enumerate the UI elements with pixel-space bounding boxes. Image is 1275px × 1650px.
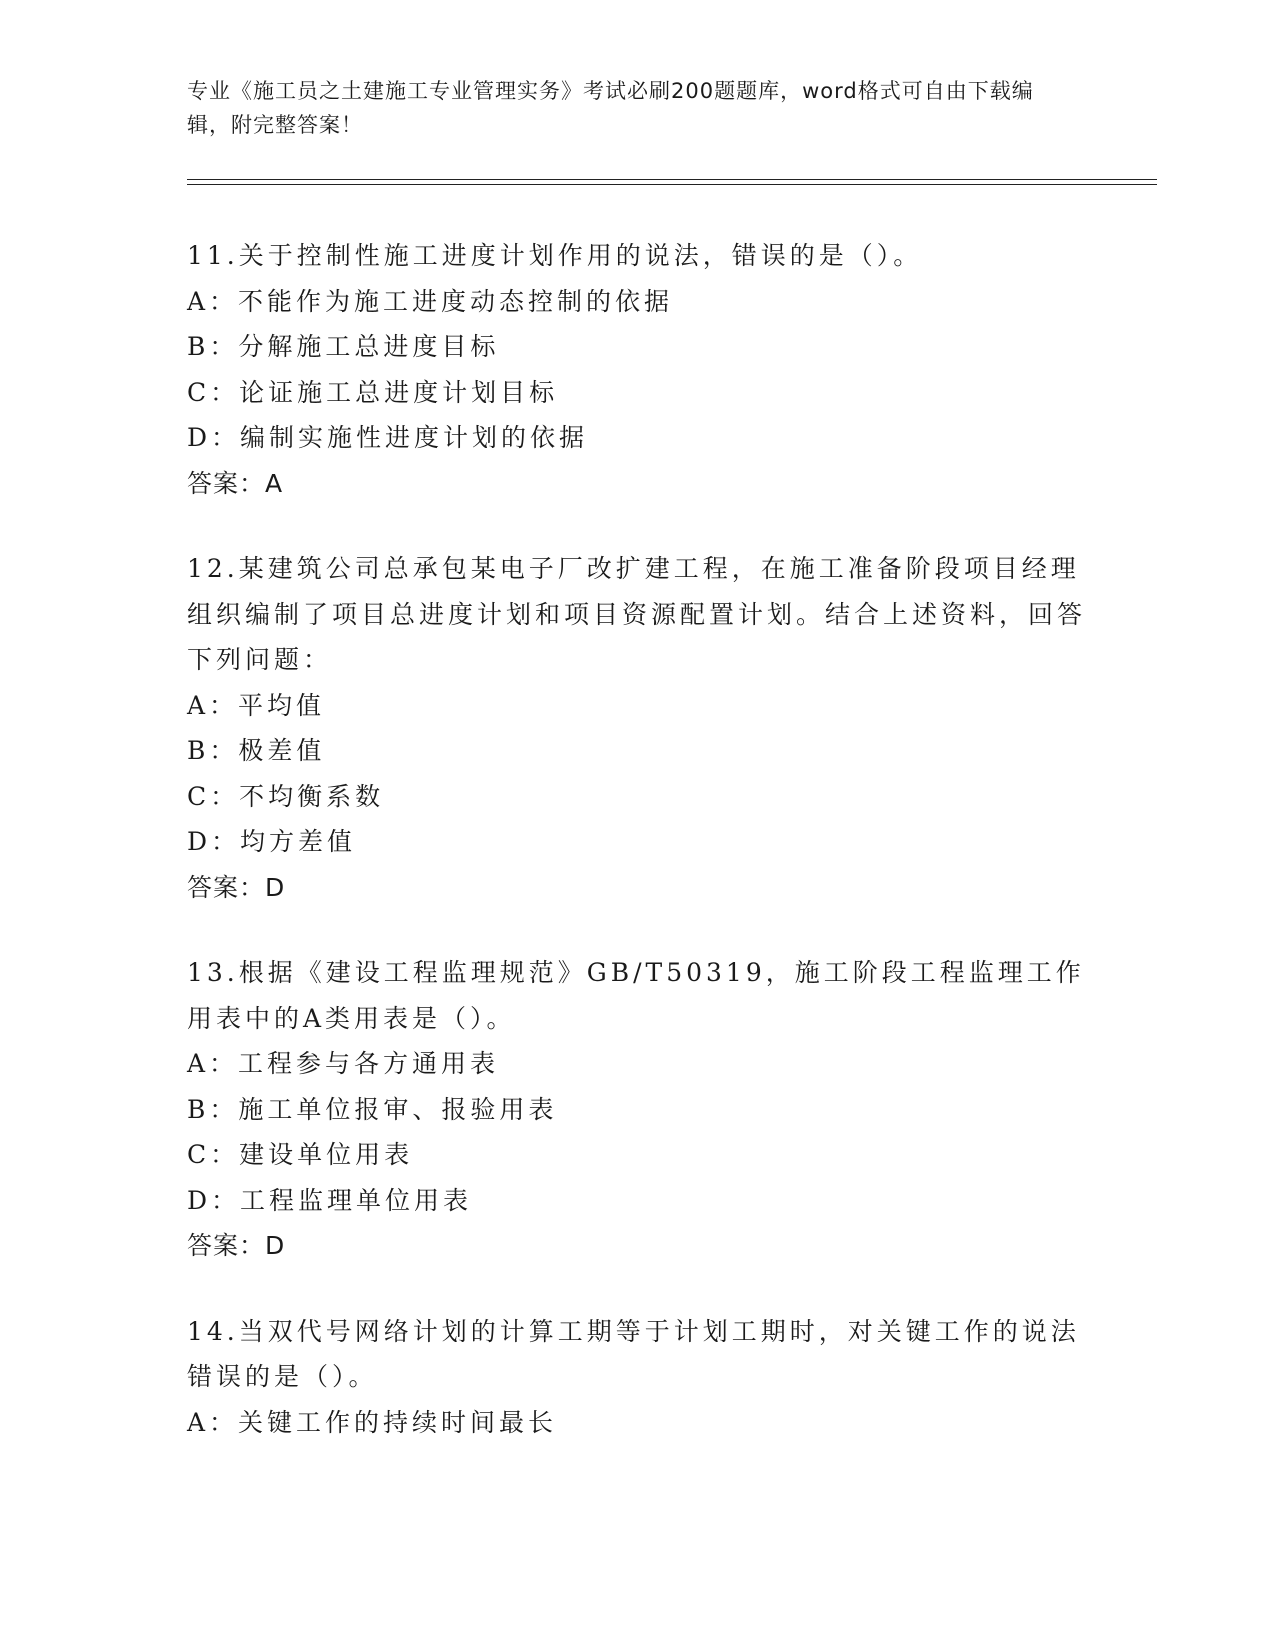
- option-c: C：论证施工总进度计划目标: [187, 377, 559, 407]
- option-d: D：编制实施性进度计划的依据: [187, 423, 589, 452]
- question-stem: 12.某建筑公司总承包某电子厂改扩建工程，在施工准备阶段项目经理组织编制了项目总进度计划和项目资源配置计划。结合上述资料，回答下列问题：: [187, 554, 1087, 674]
- option-c: C：建设单位用表: [187, 1140, 414, 1169]
- option-a: A：关键工作的持续时间最长: [187, 1407, 558, 1437]
- question-14: [187, 1309, 1087, 1446]
- header-rule-bottom: [187, 184, 1157, 185]
- option-d: D：工程监理单位用表: [187, 1185, 473, 1215]
- answer: 答案：D: [187, 1231, 286, 1260]
- question-stem: 14.当双代号网络计划的计算工期等于计划工期时，对关键工作的说法错误的是（）。: [187, 1316, 1080, 1391]
- option-b: B：极差值: [187, 736, 326, 765]
- question-11: [187, 233, 1087, 506]
- option-b: B：分解施工总进度目标: [187, 332, 500, 361]
- answer: 答案：A: [187, 468, 284, 498]
- header-rule-top: [187, 179, 1157, 180]
- option-c: C：不均衡系数: [187, 781, 385, 811]
- option-a: A：平均值: [187, 690, 326, 720]
- question-12: [187, 546, 1087, 910]
- option-d: D：均方差值: [187, 827, 357, 856]
- question-13: [187, 950, 1087, 1269]
- option-b: B：施工单位报审、报验用表: [187, 1094, 558, 1124]
- document-header: 专业《施工员之土建施工专业管理实务》考试必刷200题题库，word格式可自由下载编辑，附完整答案！: [187, 79, 1034, 137]
- option-a: A：工程参与各方通用表: [187, 1049, 500, 1078]
- answer: 答案：D: [187, 872, 286, 902]
- option-a: A：不能作为施工进度动态控制的依据: [187, 286, 674, 316]
- question-stem: 11.关于控制性施工进度计划作用的说法，错误的是（）。: [187, 241, 923, 270]
- question-list: [187, 233, 1087, 1485]
- question-stem: 13.根据《建设工程监理规范》GB/T50319，施工阶段工程监理工作用表中的A类用表是（）。: [187, 958, 1085, 1033]
